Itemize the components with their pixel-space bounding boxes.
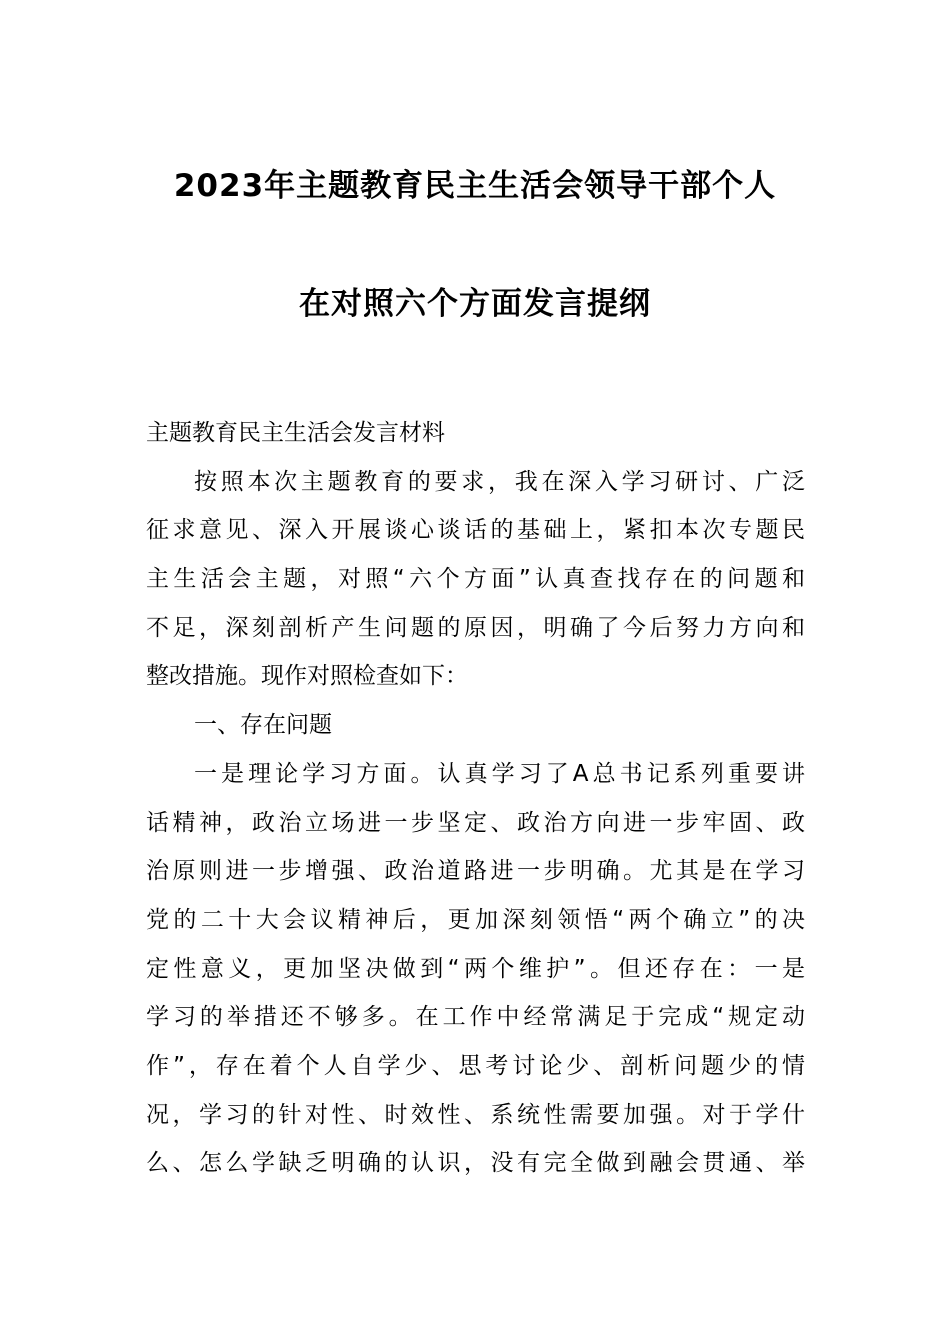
text-line: 党的二十大会议精神后，更加深刻领悟“两个确立”的决	[146, 906, 805, 933]
document-title-line-1: 2023年主题教育民主生活会领导干部个人	[173, 168, 777, 204]
text-line: 么、怎么学缺乏明确的认识，没有完全做到融会贯通、举	[146, 1150, 805, 1177]
text-line: 不足，深刻剖析产生问题的原因，明确了今后努力方向和	[146, 614, 805, 641]
text-line: 话精神，政治立场进一步坚定、政治方向进一步牢固、政	[146, 809, 805, 836]
document-body	[146, 414, 805, 1193]
text-line: 征求意见、深入开展谈心谈话的基础上，紧扣本次专题民	[146, 517, 805, 544]
subtitle: 主题教育民主生活会发言材料	[146, 420, 445, 446]
text-line: 作”，存在着个人自学少、思考讨论少、剖析问题少的情	[146, 1052, 805, 1079]
document-title-line-2: 在对照六个方面发言提纲	[299, 286, 651, 322]
text-line: 整改措施。现作对照检查如下：	[146, 663, 468, 690]
text-line: 按照本次主题教育的要求，我在深入学习研讨、广泛	[194, 468, 805, 495]
text-line: 主生活会主题，对照“六个方面”认真查找存在的问题和	[146, 566, 805, 593]
text-line: 况，学习的针对性、时效性、系统性需要加强。对于学什	[146, 1101, 805, 1128]
section-heading: 一、存在问题	[194, 712, 332, 739]
text-line: 一是理论学习方面。认真学习了A总书记系列重要讲	[194, 760, 805, 787]
text-line: 定性意义，更加坚决做到“两个维护”。但还存在：一是	[146, 955, 805, 982]
text-line: 治原则进一步增强、政治道路进一步明确。尤其是在学习	[146, 858, 805, 885]
text-line: 学习的举措还不够多。在工作中经常满足于完成“规定动	[146, 1004, 805, 1031]
